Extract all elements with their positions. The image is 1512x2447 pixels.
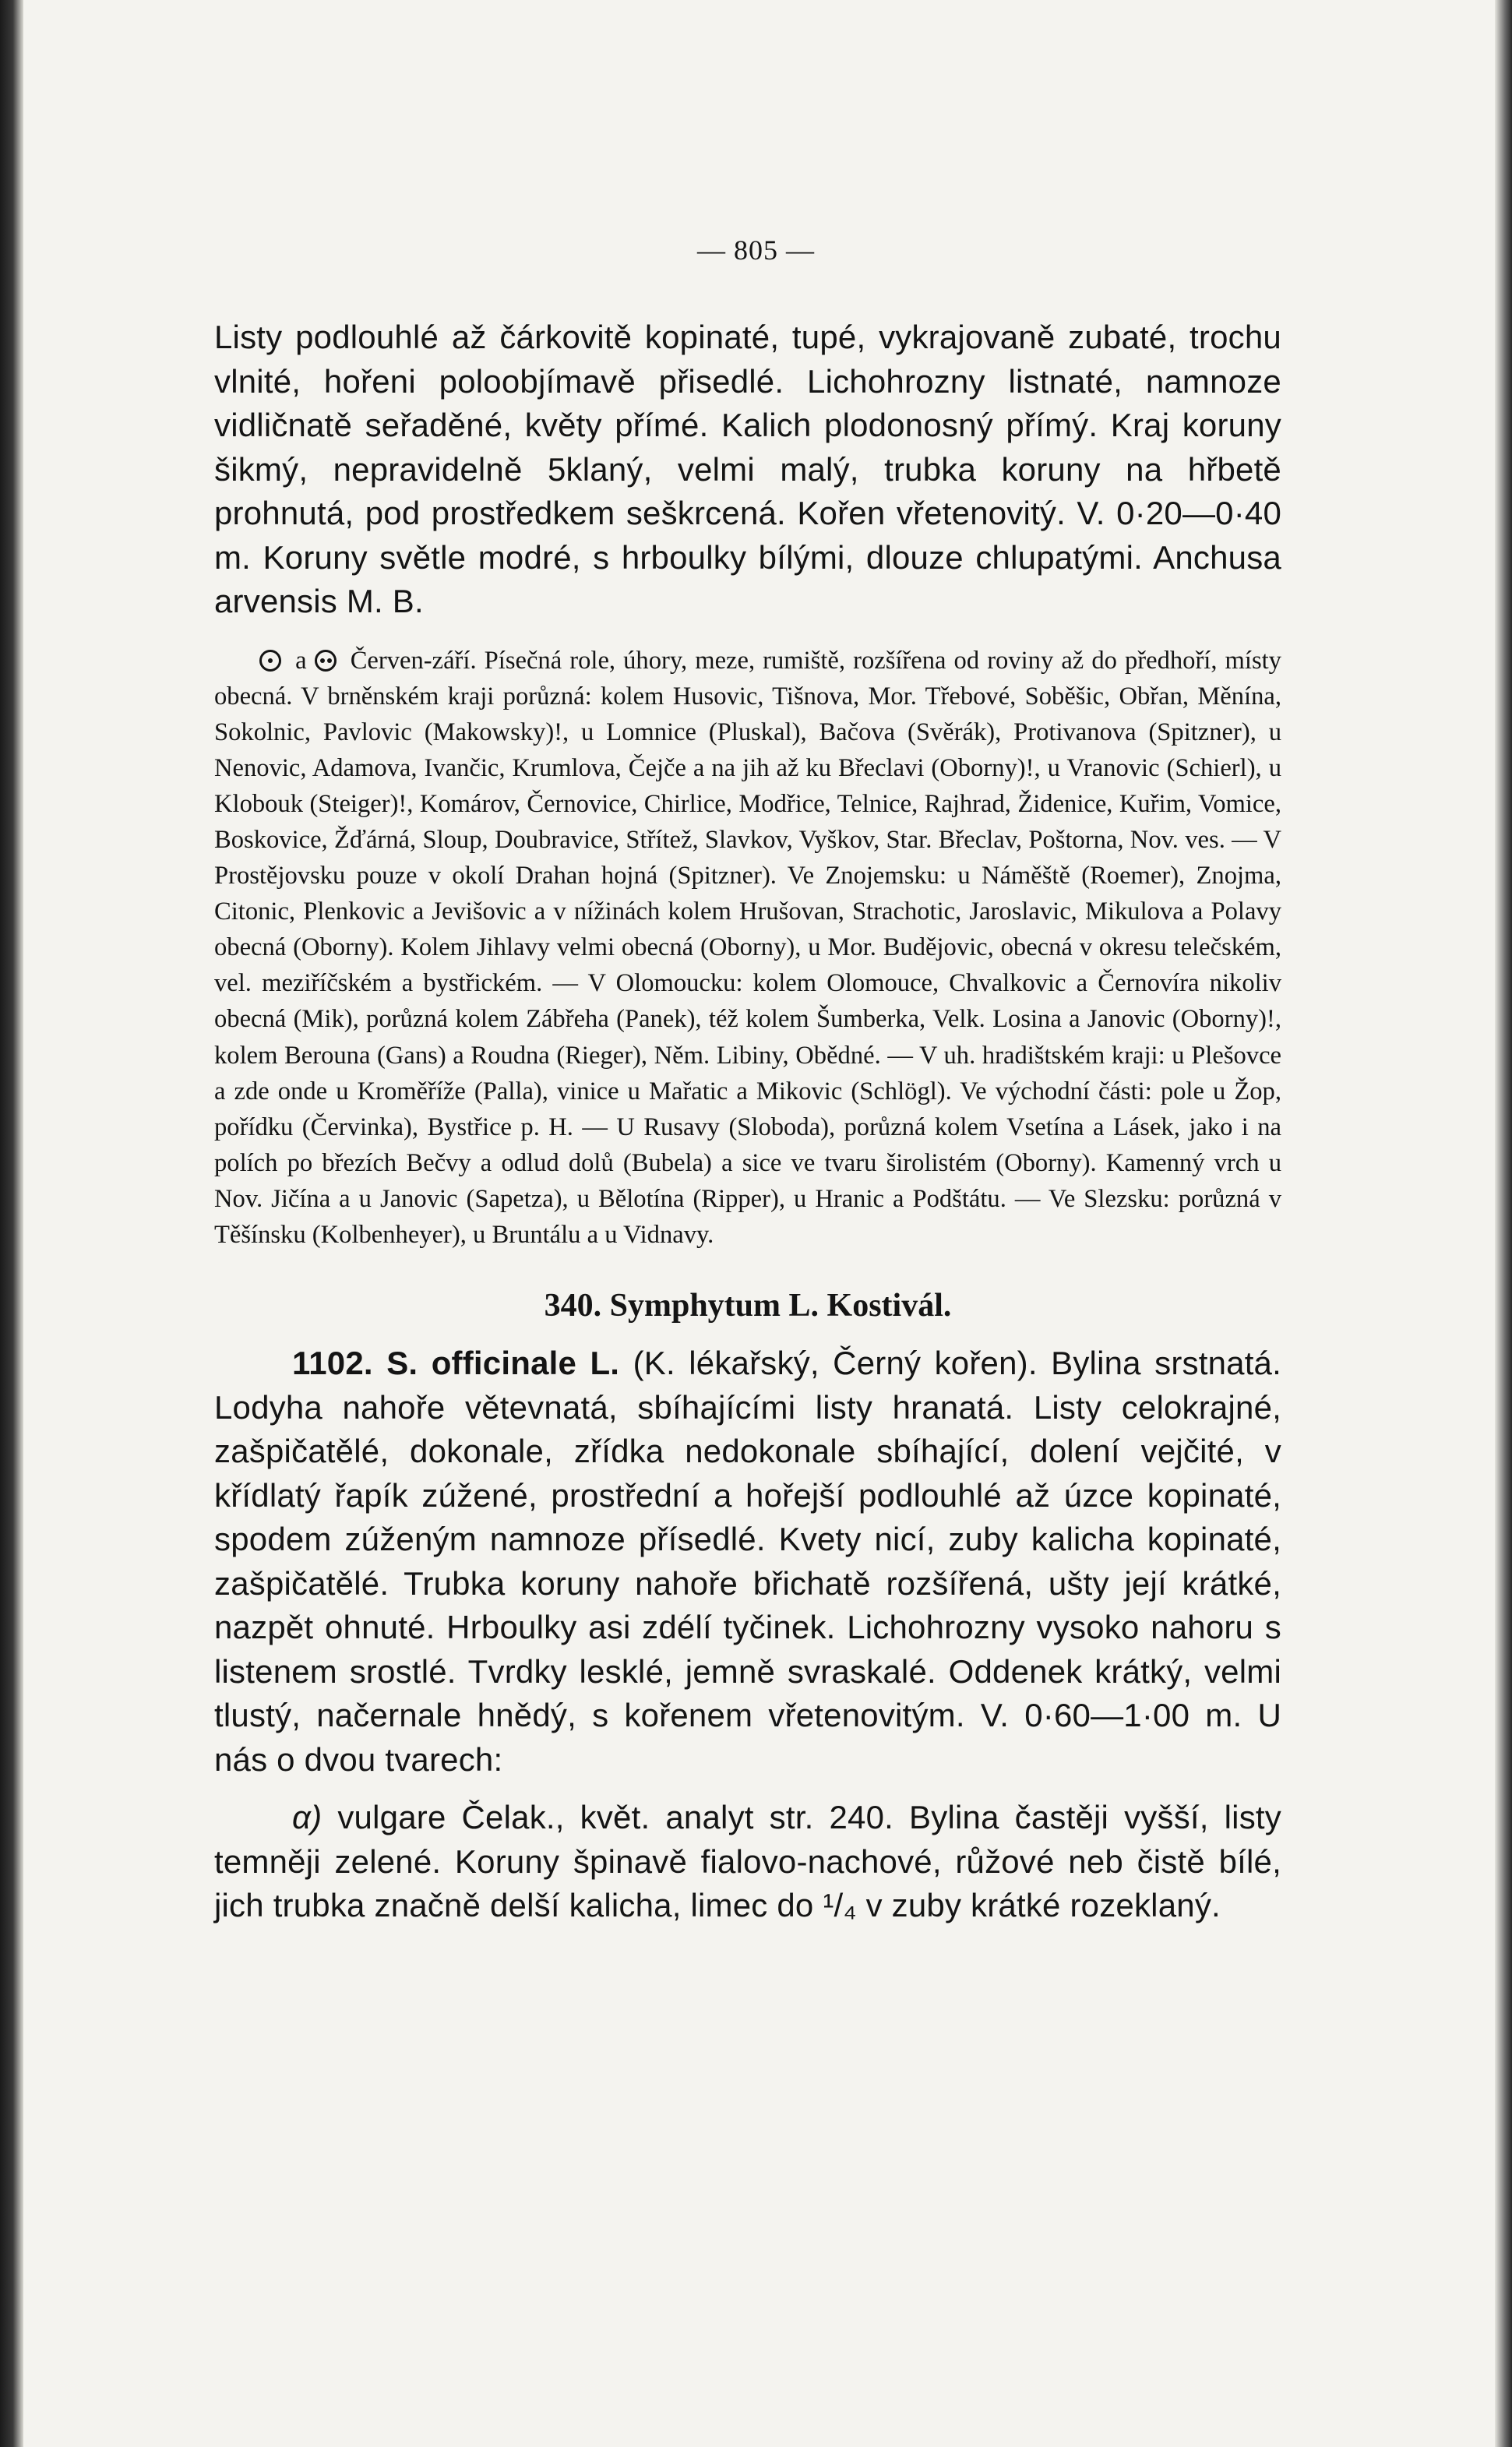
genus-heading: 340. Symphytum L. Kostivál. <box>544 1288 952 1324</box>
species-text: (K. lékařský, Černý kořen). Bylina srstnatá. Lodyha nahoře větevnatá, sbíhajícími listy hranatá. Listy celokrajné, zašpičatělé, dokonale, zřídka nedokonale sbíhající, dolení vejčité, v křídlatý řapík zúžené, prostřední a hořejší podlouhlé až úzce kopinaté, spodem zúženým namnoze přísedlé. Kvety nicí, zuby kalicha kopinaté, zašpičatělé. Trubka koruny nahoře břichatě rozšířená, ušty její krátké, nazpět ohnuté. Hrboulky asi zdélí tyčinek. Lichohrozny vysoko nahoru s listenem srostlé. Tvrdky lesklé, jemně svraskalé. Oddenek krátký, velmi tlustý, načernale hnědý, s kořenem vřetenovitým. V. 0·60—1·00 m. U nás o dvou tvarech: <box>214 1345 1281 1778</box>
distribution-text: Červen-září. Písečná role, úhory, meze, rumiště, rozšířena od roviny až do předhoří, místy obecná. V brněnském kraji porůzná: kolem Husovic, Tišnova, Mor. Třebové, Soběšic, Obřan, Měnína, Sokolnic, Pavlovic (Makowsky)!, u Lomnice (Pluskal), Bačova (Svěrák), Protivanova (Spitzner), u Nenovic, Adamova, Ivančic, Krumlova, Čejče a na jih až ku Břeclavi (Oborny)!, u Vranovic (Schierl), u Klobouk (Steiger)!, Komárov, Černovice, Chirlice, Modřice, Telnice, Rajhrad, Židenice, Kuřim, Vomice, Boskovice, Žďárná, Sloup, Doubravice, Střítež, Slavkov, Vyškov, Star. Břeclav, Poštorna, Nov. ves. — V Prostějovsku pouze v okolí Drahan hojná (Spitzner). Ve Znojemsku: u Náměště (Roemer), Znojma, Citonic, Plenkovic a Jevišovic a v nížinách kolem Hrušovan, Strachotic, Jaroslavic, Mikulova a Polavy obecná (Oborny). Kolem Jihlavy velmi obecná (Oborny), u Mor. Budějovic, obecná v okresu telečském, vel. meziříčském a bystřickém. — V Olomoucku: kolem Olomouce, Chvalkovic a Černovíra nikoliv obecná (Mik), porůzná kolem Zábřeha (Panek), též kolem Šumberka, Velk. Losina a Janovic (Oborny)!, kolem Berouna (Gans) a Roudna (Rieger), Něm. Libiny, Obědné. — V uh. hradištském kraji: u Plešovce a zde onde u Kroměříže (Palla), vinice u Mařatic a Mikovic (Schlögl). Ve východní části: pole u Žop, pořídku (Červinka), Bystřice p. H. — U Rusavy (Sloboda), porůzná kolem Vsetína a Lásek, jako i na polích po březích Bečvy a odlud dolů (Bubela) a sice ve tvaru širolistém (Oborny). Kamenný vrch u Nov. Jičína a u Janovic (Sapetza), u Bělotína (Ripper), u Hranic a Podštátu. — Ve Slezsku: porůzná v Těšínsku (Kolbenheyer), u Bruntálu a u Vidnavy. <box>214 646 1281 1249</box>
page-number: — 805 — <box>697 234 815 266</box>
species-number: 1102. <box>292 1345 373 1382</box>
annual-symbol-icon <box>259 650 281 672</box>
page-content <box>214 316 1281 1928</box>
species-name: S. officinale L. <box>386 1345 620 1382</box>
distribution-paragraph <box>214 643 1281 1253</box>
symbol-conjunction: a <box>295 646 307 675</box>
page-edge-right <box>1495 0 1512 2447</box>
variety-text: vulgare Čelak., květ. analyt str. 240. Bylina častěji vyšší, listy temněji zelené. Koruny špinavě fialovo-nachové, růžové neb čistě bílé, jich trubka značně delší kalicha, limec do ¹/₄ v zuby krátké rozeklaný. <box>214 1799 1281 1924</box>
biennial-symbol-icon <box>315 650 337 672</box>
variety-label: α) <box>292 1799 322 1836</box>
intro-description: Listy podlouhlé až čárkovitě kopinaté, tupé, vykrajovaně zubaté, trochu vlnité, hořeni poloobjímavě přisedlé. Lichohrozny listnaté, namnoze vidličnatě seřaděné, květy přímé. Kalich plodonosný přímý. Kraj koruny šikmý, nepravidelně 5klaný, velmi malý, trubka koruny na hřbetě prohnutá, pod prostředkem seškrcená. Kořen vřetenovitý. V. 0·20—0·40 m. Koruny světle modré, s hrboulky bílými, dlouze chlupatými. Anchusa arvensis M. B. <box>214 319 1281 619</box>
page-edge-left <box>0 0 23 2447</box>
species-description <box>214 1342 1281 1782</box>
variety-description <box>214 1796 1281 1928</box>
